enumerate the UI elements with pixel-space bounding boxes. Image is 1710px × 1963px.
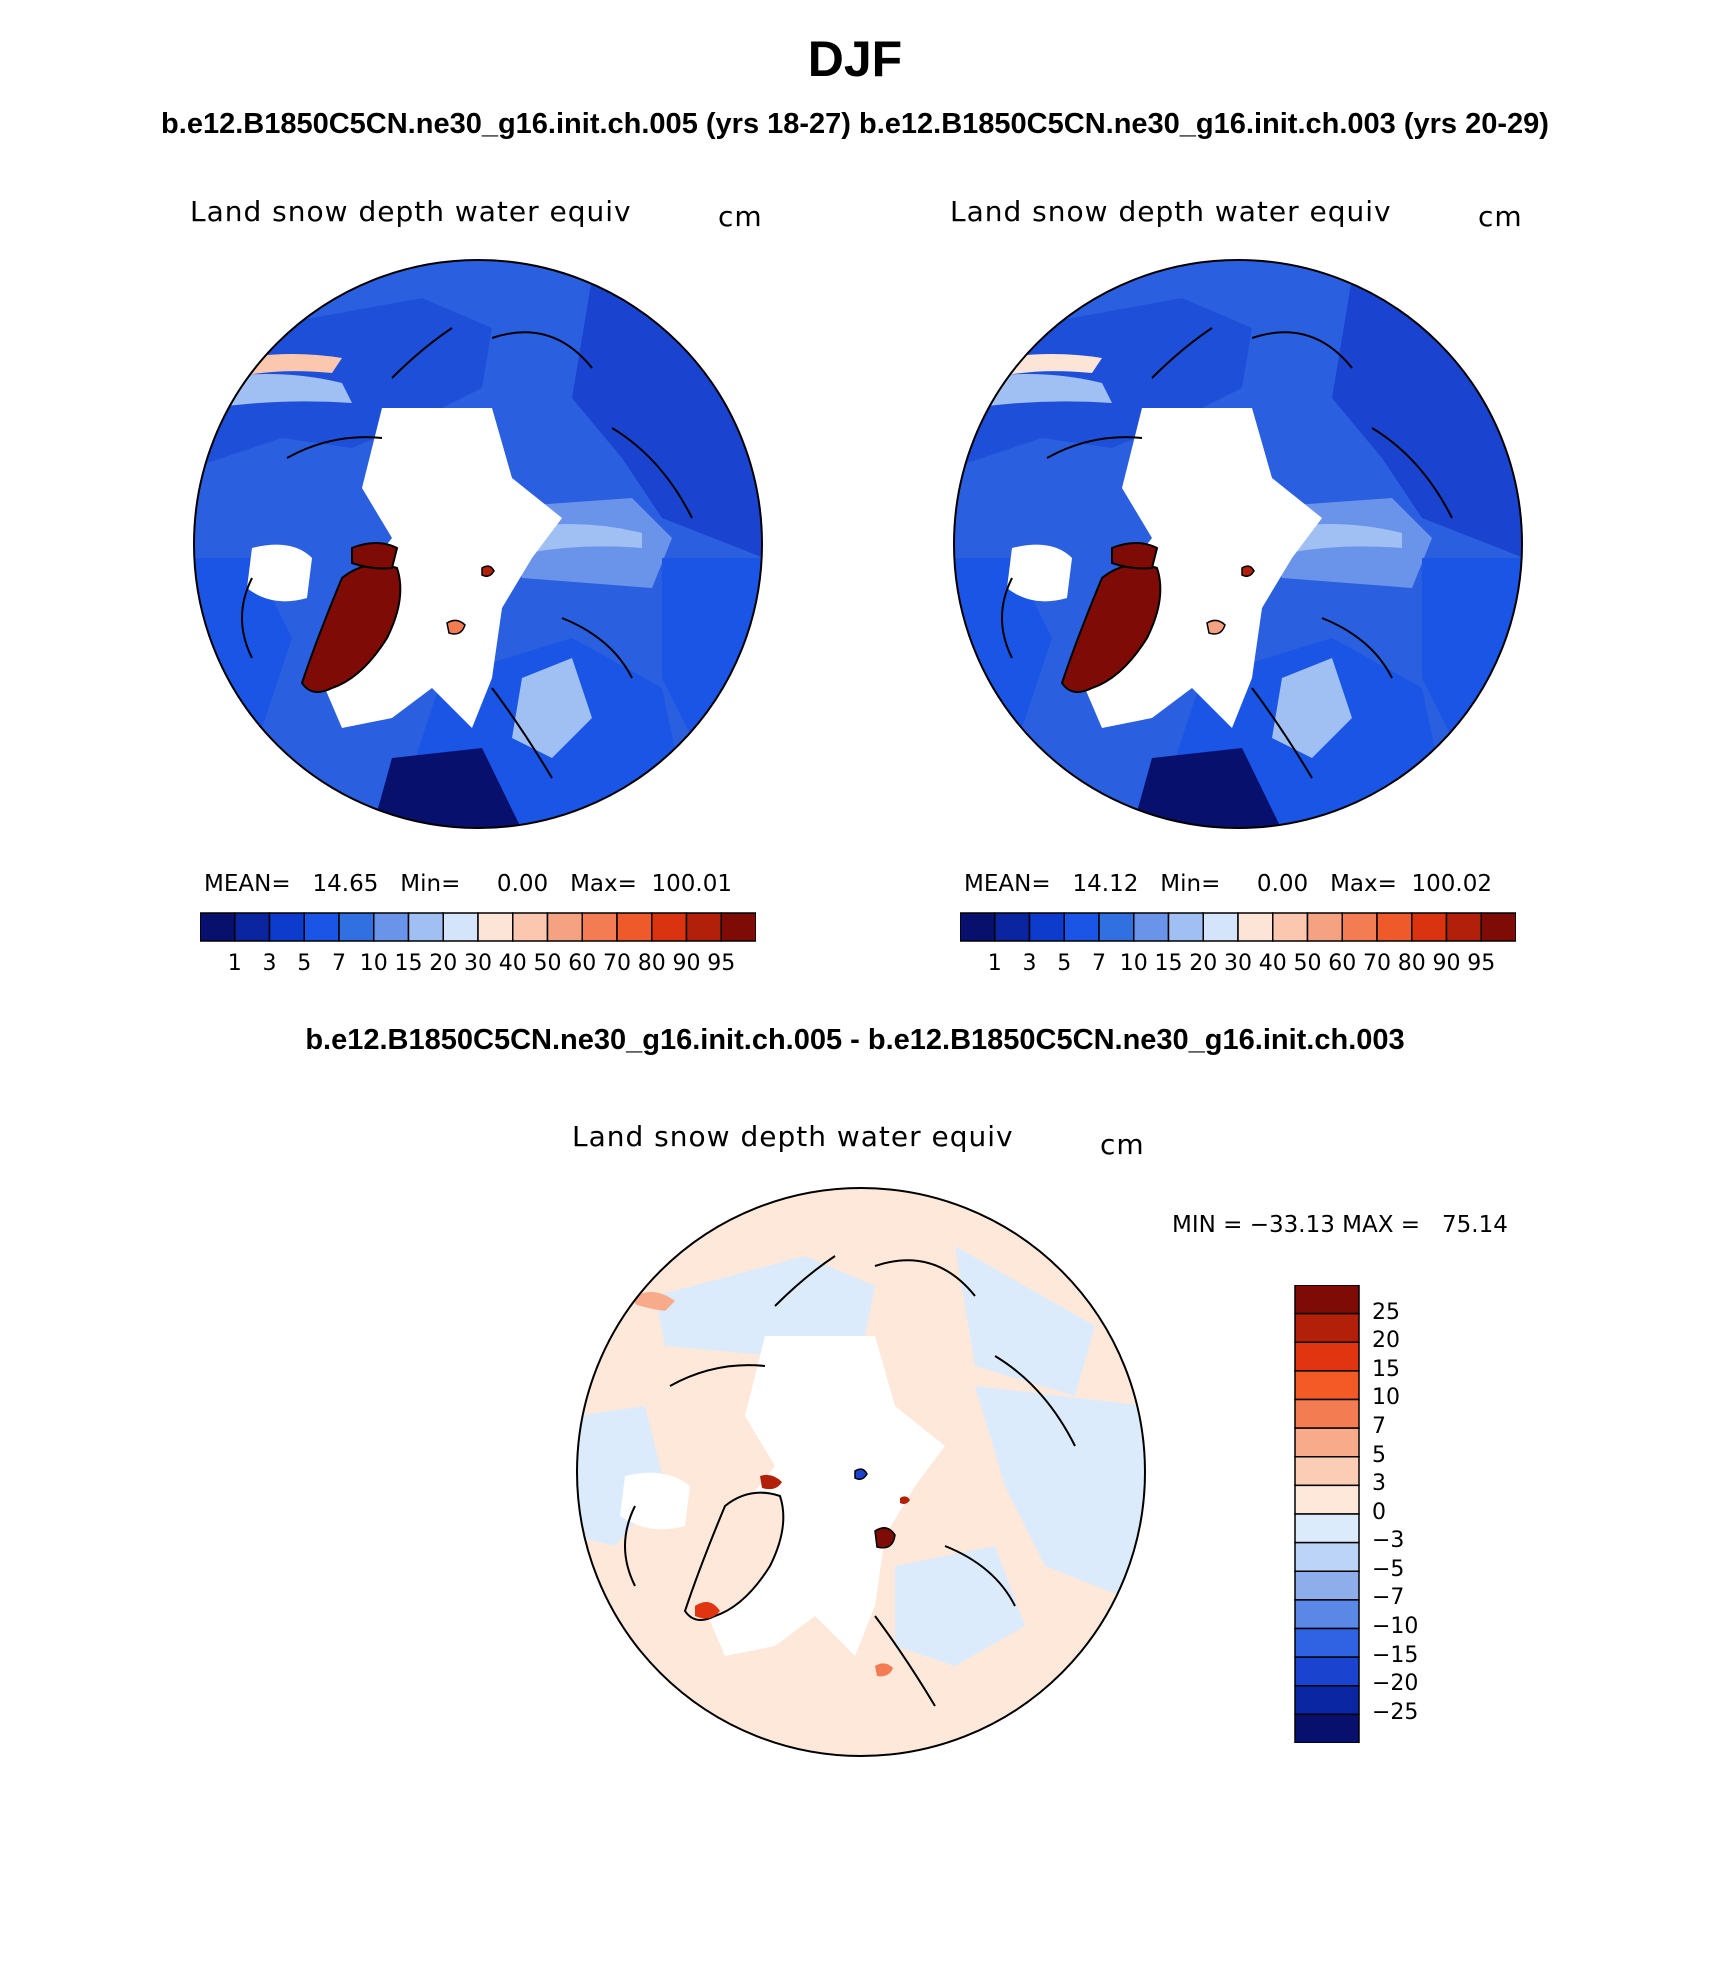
colorbar-box bbox=[1295, 1342, 1359, 1371]
colorbar-box bbox=[443, 913, 478, 941]
colorbar-box bbox=[960, 913, 995, 941]
right-cb-tick: 40 bbox=[1258, 951, 1287, 976]
colorbar-box bbox=[652, 913, 687, 941]
left-cb-tick: 95 bbox=[707, 951, 736, 976]
left-polar-map bbox=[192, 258, 764, 830]
right-units-label: cm bbox=[1478, 200, 1523, 233]
diff-cb-tick: −10 bbox=[1372, 1614, 1419, 1639]
diff-cb-tick: −25 bbox=[1372, 1700, 1419, 1725]
colorbar-box bbox=[235, 913, 270, 941]
colorbar-box bbox=[1295, 1457, 1359, 1486]
colorbar-box bbox=[1412, 913, 1447, 941]
diff-cb-tick: 20 bbox=[1372, 1328, 1400, 1353]
diff-cb-tick: −15 bbox=[1372, 1643, 1419, 1668]
colorbar-box bbox=[995, 913, 1030, 941]
colorbar-box bbox=[1295, 1514, 1359, 1543]
colorbar-box bbox=[1295, 1686, 1359, 1715]
colorbar-box bbox=[1064, 913, 1099, 941]
left-colorbar-labels bbox=[200, 951, 756, 981]
left-cb-tick: 7 bbox=[332, 951, 346, 976]
colorbar-box bbox=[304, 913, 339, 941]
cases-subtitle: b.e12.B1850C5CN.ne30_g16.init.ch.005 (yrs 18-27) b.e12.B1850C5CN.ne30_g16.init.ch.003 (yrs 20-29) bbox=[161, 108, 1549, 140]
colorbar-box bbox=[200, 913, 235, 941]
right-cb-tick: 3 bbox=[1022, 951, 1037, 976]
diff-cb-tick: 3 bbox=[1372, 1471, 1386, 1496]
colorbar-box bbox=[1134, 913, 1169, 941]
colorbar-box bbox=[617, 913, 652, 941]
right-stats: MEAN= 14.12 Min= 0.00 Max= 100.02 bbox=[964, 871, 1493, 897]
colorbar-box bbox=[409, 913, 444, 941]
colorbar-box bbox=[1295, 1400, 1359, 1429]
diff-cb-tick: 5 bbox=[1372, 1443, 1386, 1468]
colorbar-box bbox=[339, 913, 374, 941]
left-cb-tick: 30 bbox=[464, 951, 492, 976]
colorbar-box bbox=[1295, 1600, 1359, 1629]
left-colorbar bbox=[200, 912, 756, 942]
colorbar-box bbox=[1295, 1657, 1359, 1686]
colorbar-box bbox=[1377, 913, 1412, 941]
colorbar-box bbox=[1295, 1428, 1359, 1457]
right-cb-tick: 5 bbox=[1057, 951, 1072, 976]
right-cb-tick: 15 bbox=[1154, 951, 1183, 976]
colorbar-box bbox=[1295, 1285, 1359, 1314]
right-colorbar-boxes bbox=[960, 912, 1516, 942]
right-colorbar bbox=[960, 912, 1516, 942]
left-cb-tick: 50 bbox=[533, 951, 562, 976]
right-polar-map bbox=[952, 258, 1524, 830]
diff-cb-tick: −3 bbox=[1372, 1528, 1405, 1553]
diff-units-label: cm bbox=[1100, 1128, 1145, 1161]
left-cb-tick: 5 bbox=[297, 951, 312, 976]
diff-cb-tick: 15 bbox=[1372, 1357, 1400, 1382]
diff-cb-tick: 7 bbox=[1372, 1414, 1386, 1439]
diff-map bbox=[575, 1186, 1147, 1758]
diff-variable-label: Land snow depth water equiv bbox=[572, 1120, 1014, 1153]
colorbar-box bbox=[1203, 913, 1238, 941]
colorbar-box bbox=[1342, 913, 1377, 941]
left-cb-tick: 10 bbox=[359, 951, 388, 976]
colorbar-box bbox=[548, 913, 583, 941]
diff-polar-map bbox=[575, 1186, 1147, 1758]
colorbar-box bbox=[1447, 913, 1482, 941]
right-cb-tick: 30 bbox=[1224, 951, 1252, 976]
figure-title: DJF bbox=[807, 31, 903, 87]
diff-cb-tick: 10 bbox=[1372, 1385, 1400, 1410]
right-map bbox=[952, 258, 1524, 830]
colorbar-box bbox=[582, 913, 617, 941]
right-cb-tick: 7 bbox=[1092, 951, 1106, 976]
left-cb-tick: 20 bbox=[429, 951, 458, 976]
colorbar-box bbox=[1481, 913, 1516, 941]
right-cb-tick: 70 bbox=[1363, 951, 1391, 976]
colorbar-box bbox=[478, 913, 513, 941]
colorbar-box bbox=[1238, 913, 1273, 941]
right-cb-tick: 60 bbox=[1328, 951, 1357, 976]
colorbar-box bbox=[1295, 1629, 1359, 1658]
diff-cb-tick: −7 bbox=[1372, 1585, 1405, 1610]
colorbar-box bbox=[1295, 1314, 1359, 1343]
colorbar-box bbox=[1099, 913, 1134, 941]
left-cb-tick: 80 bbox=[637, 951, 666, 976]
diff-colorbar-labels bbox=[1372, 1285, 1492, 1745]
diff-colorbar-boxes bbox=[1294, 1285, 1360, 1743]
left-stats: MEAN= 14.65 Min= 0.00 Max= 100.01 bbox=[204, 871, 733, 897]
left-cb-tick: 15 bbox=[394, 951, 423, 976]
right-cb-tick: 90 bbox=[1432, 951, 1461, 976]
left-cb-tick: 1 bbox=[227, 951, 242, 976]
left-cb-tick: 70 bbox=[603, 951, 631, 976]
difference-title: b.e12.B1850C5CN.ne30_g16.init.ch.005 - b.e12.B1850C5CN.ne30_g16.init.ch.003 bbox=[305, 1024, 1405, 1056]
colorbar-box bbox=[1295, 1371, 1359, 1400]
left-cb-tick: 3 bbox=[262, 951, 277, 976]
left-colorbar-boxes bbox=[200, 912, 756, 942]
right-cb-tick: 80 bbox=[1397, 951, 1426, 976]
colorbar-box bbox=[1295, 1571, 1359, 1600]
right-cb-tick: 95 bbox=[1467, 951, 1496, 976]
colorbar-box bbox=[513, 913, 548, 941]
colorbar-box bbox=[1295, 1714, 1359, 1743]
right-cb-tick: 50 bbox=[1293, 951, 1322, 976]
left-cb-tick: 40 bbox=[498, 951, 527, 976]
right-cb-tick: 20 bbox=[1189, 951, 1218, 976]
right-colorbar-labels bbox=[960, 951, 1516, 981]
right-cb-tick: 10 bbox=[1119, 951, 1148, 976]
diff-minmax: MIN = −33.13 MAX = 75.14 bbox=[1172, 1212, 1508, 1238]
diff-cb-tick: 0 bbox=[1372, 1500, 1386, 1525]
colorbar-box bbox=[1295, 1485, 1359, 1514]
colorbar-box bbox=[1295, 1543, 1359, 1572]
colorbar-box bbox=[374, 913, 409, 941]
left-units-label: cm bbox=[718, 200, 763, 233]
colorbar-box bbox=[1308, 913, 1343, 941]
colorbar-box bbox=[721, 913, 756, 941]
colorbar-box bbox=[270, 913, 305, 941]
left-variable-label: Land snow depth water equiv bbox=[190, 195, 632, 228]
left-map bbox=[192, 258, 764, 830]
diff-cb-tick: 25 bbox=[1372, 1300, 1400, 1325]
colorbar-box bbox=[1273, 913, 1308, 941]
diff-colorbar bbox=[1294, 1285, 1360, 1743]
left-cb-tick: 60 bbox=[568, 951, 597, 976]
right-cb-tick: 1 bbox=[987, 951, 1002, 976]
right-variable-label: Land snow depth water equiv bbox=[950, 195, 1392, 228]
colorbar-box bbox=[687, 913, 722, 941]
colorbar-box bbox=[1030, 913, 1065, 941]
colorbar-box bbox=[1169, 913, 1204, 941]
diff-cb-tick: −5 bbox=[1372, 1557, 1405, 1582]
left-cb-tick: 90 bbox=[672, 951, 701, 976]
diff-cb-tick: −20 bbox=[1372, 1671, 1419, 1696]
